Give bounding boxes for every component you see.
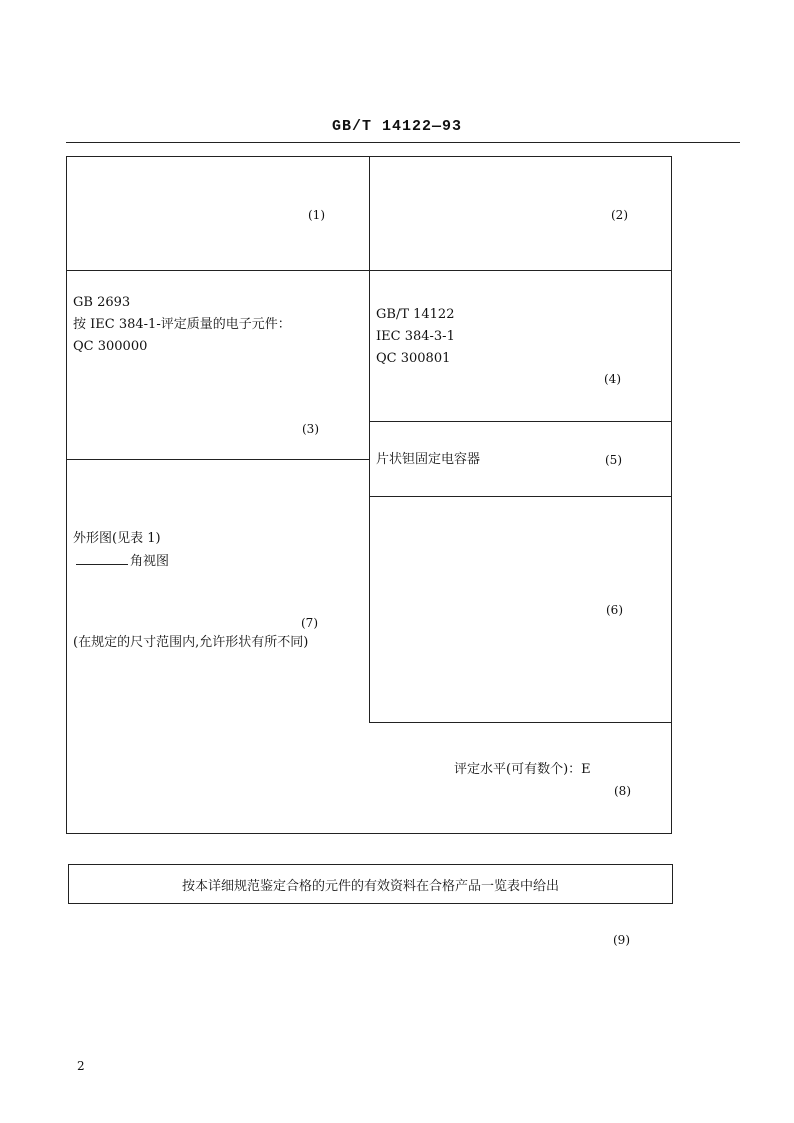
box4-line-1: GB/T 14122	[376, 307, 455, 322]
view-angle-label: 角视图	[130, 554, 170, 569]
standard-number: GB/T 14122—93	[331, 118, 463, 135]
column-divider-top	[369, 156, 370, 496]
outline-drawing-label: 外形图(见表 1)	[73, 531, 161, 546]
shape-tolerance-note: (在规定的尺寸范围内,允许形状有所不同)	[73, 635, 309, 650]
product-title: 片状钽固定电容器	[376, 452, 481, 467]
box4-content	[376, 304, 455, 370]
row-divider-1	[66, 270, 672, 271]
box3-line-1: GB 2693	[73, 295, 131, 310]
qualified-products-note-text: 按本详细规范鉴定合格的元件的有效资料在合格产品一览表中给出	[181, 878, 559, 894]
row-divider-right-2	[369, 496, 672, 497]
row-divider-right-1	[369, 421, 672, 422]
view-angle-blank	[76, 550, 128, 565]
box4-line-2: IEC 384-3-1	[376, 329, 455, 344]
box7-marker: (7)	[301, 616, 318, 630]
box3-line-3: QC 300000	[73, 339, 148, 354]
box3-marker: (3)	[302, 422, 319, 436]
column-divider-bottom	[369, 459, 370, 722]
box6-marker: (6)	[606, 603, 623, 617]
box9-marker: (9)	[613, 933, 630, 947]
box3-content	[73, 292, 291, 358]
view-angle-line	[76, 550, 169, 573]
box3-line-2: 按 IEC 384-1-评定质量的电子元件：	[73, 317, 291, 332]
box4-line-3: QC 300801	[376, 351, 451, 366]
box5-marker: (5)	[605, 453, 622, 467]
box8-marker: (8)	[614, 784, 631, 798]
qualified-products-note	[68, 864, 673, 904]
row-divider-right-3	[369, 722, 672, 723]
box2-marker: (2)	[611, 208, 628, 222]
page-number: 2	[77, 1059, 85, 1073]
row-divider-left	[66, 459, 369, 460]
box4-marker: (4)	[604, 372, 621, 386]
header-rule	[66, 142, 740, 143]
assessment-level: 评定水平(可有数个)：E	[454, 762, 591, 777]
box1-marker: (1)	[308, 208, 325, 222]
